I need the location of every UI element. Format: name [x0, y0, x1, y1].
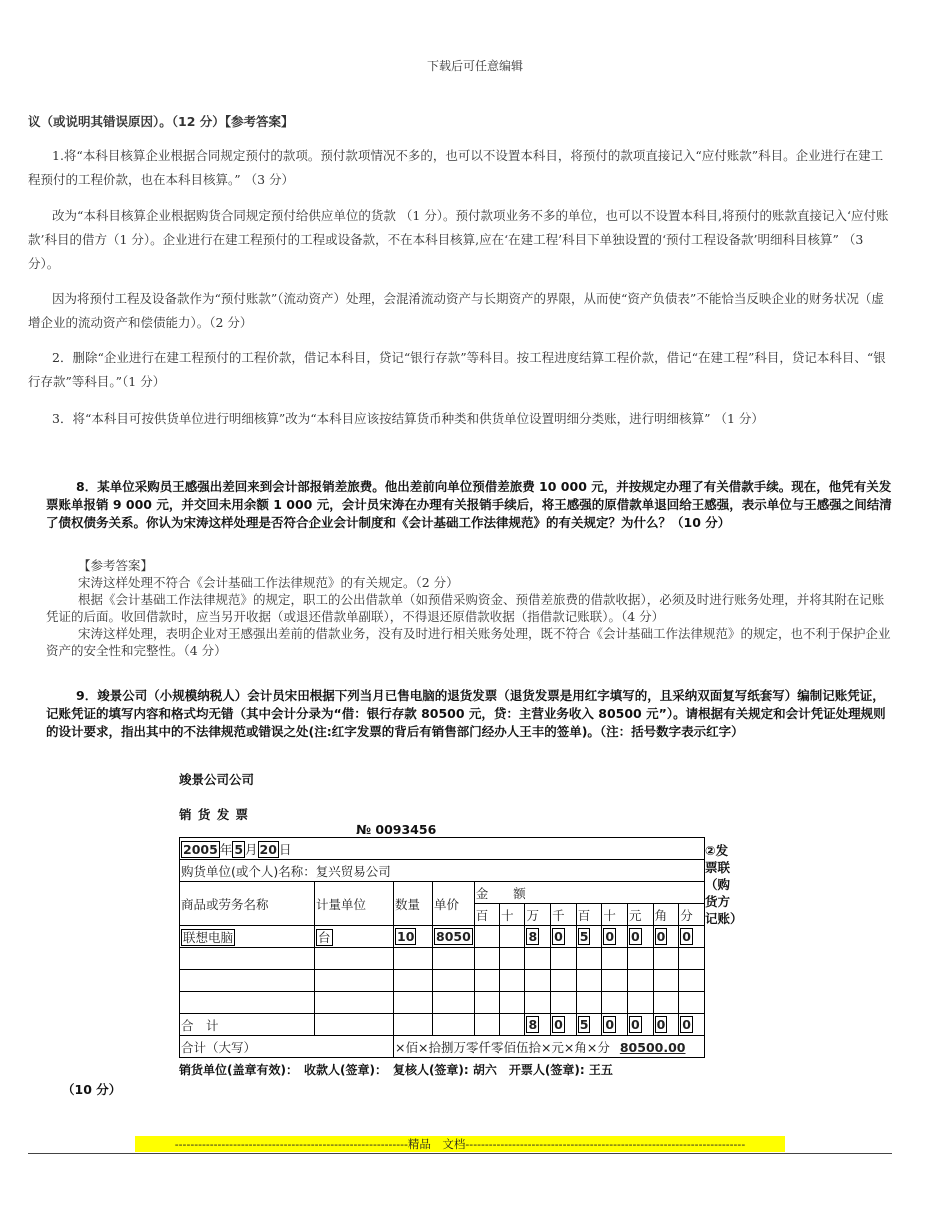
item-digit: [576, 926, 602, 948]
answer1-para-4: 2．删除“企业进行在建工程预付的工程价款，借记本科目，贷记“银行存款”等科目。按工程进度结算工程价款，借记“在建工程”科目，贷记本科目、“银行存款”等科目。”（1 分）: [28, 350, 886, 389]
item-price-cell: [433, 926, 475, 948]
total-digit: [474, 1014, 499, 1036]
caps-label: 合计（大写）: [180, 1036, 394, 1058]
answer1-para-1: 1.将“本科目核算企业根据合同规定预付的款项。预付款项情况不多的，也可以不设置本科目，将预付的款项直接记入“应付账款”科目。企业进行在建工程预付的工程价款，也在本科目核算。” （3 分）: [28, 148, 884, 187]
item-digit: [500, 926, 525, 948]
total-digit: [525, 1014, 551, 1036]
invoice-buyer: 购货单位(或个人)名称：复兴贸易公司: [180, 860, 705, 882]
item-name: 联想电脑: [183, 929, 234, 945]
total-digit: [679, 1014, 705, 1036]
total-digit: [602, 1014, 628, 1036]
total-digit: [653, 1014, 679, 1036]
invoice-date-year: 2005: [183, 841, 218, 857]
item-digit: [679, 926, 705, 948]
q8-answer-3: 宋涛这样处理，表明企业对王感强出差前的借款业务，没有及时进行相关账务处理，既不符合《会计基础工作法律规范》的规定，也不利于保护企业资产的安全性和完整性。（4 分）: [46, 626, 891, 658]
invoice-company: 竣景公司公司: [179, 772, 255, 787]
item-digit-value: 0: [605, 929, 615, 944]
col-header-qty: 数量: [394, 882, 433, 926]
col-header-amount: 金 额: [474, 882, 704, 904]
item-qty: 10: [397, 929, 415, 944]
item-digit: [525, 926, 551, 948]
digit-head: 十: [602, 904, 628, 926]
page-header-note: 下载后可任意编辑: [426, 59, 523, 73]
total-digit: [551, 1014, 577, 1036]
q8-answer-title: 【参考答案】: [78, 558, 154, 573]
item-qty-cell: [394, 926, 433, 948]
invoice-signatures: 销货单位(盖章有效)： 收款人(签章)： 复核人(签章): 胡六 开票人(签章): 王五: [179, 1063, 613, 1077]
invoice-date-month: 5: [234, 841, 244, 857]
total-digit-value: 0: [554, 1017, 563, 1032]
question-9-points: （10 分）: [62, 1082, 122, 1097]
footer-rule: [28, 1153, 892, 1154]
digit-head: 分: [679, 904, 705, 926]
col-header-unit: 计量单位: [315, 882, 394, 926]
q8-answer-2: 根据《会计基础工作法律规范》的规定，职工的公出借款单（如预借采购资金、预借差旅费的借款收据），必须及时进行账务处理，并将其附在记账凭证的后面。收回借款时，应当另开收据（或退还借款单副联），不得退还原借款收据（指借款记账联）。（4 分）: [46, 592, 885, 624]
item-digit-value: 0: [554, 929, 563, 944]
digit-head: 十: [500, 904, 525, 926]
caps-value: ×佰×拾捌万零仟零佰伍拾×元×角×分: [395, 1039, 610, 1055]
item-digit: [474, 926, 499, 948]
item-digit-value: 5: [579, 929, 589, 944]
caps-cell: [394, 1036, 705, 1058]
answer1-para-5: 3．将“本科目可按供货单位进行明细核算”改为“本科目应该按结算货币种类和供货单位设置明细分类账，进行明细核算” （1 分）: [52, 411, 764, 426]
item-unit-cell: [315, 926, 394, 948]
invoice-side-note: ②发票联（购货方记账）: [705, 843, 743, 926]
item-name-cell: [180, 926, 315, 948]
item-price: 8050: [436, 929, 471, 944]
digit-head: 万: [525, 904, 551, 926]
answer1-para-2: 改为“本科目核算企业根据购货合同规定预付给供应单位的货款 （1 分）。预付款项业务不多的单位，也可以不设置本科目,将预付的账款直接记入‘应付账款’科目的借方（1 分）。企业进行在建工程预付的工程或设备款，不在本科目核算,应在‘在建工程’科目下单独设置的‘预付工程设备款’明细科目核算” （3 分）。: [28, 208, 889, 271]
total-digit-value: 0: [630, 1017, 640, 1032]
total-digit-value: 8: [528, 1017, 538, 1032]
digit-head: 元: [627, 904, 653, 926]
col-header-name: 商品或劳务名称: [180, 882, 315, 926]
total-digit-value: 0: [605, 1017, 615, 1032]
q8-answer-1: 宋涛这样处理不符合《会计基础工作法律规范》的有关规定。（2 分）: [78, 575, 459, 590]
invoice-number: № 0093456: [356, 822, 437, 837]
total-digit-value: 5: [579, 1017, 589, 1032]
total-label: 合 计: [180, 1014, 315, 1036]
item-unit: 台: [318, 929, 331, 945]
question-9: 9．竣景公司（小规模纳税人）会计员宋田根据下列当月已售电脑的退货发票（退货发票是用红字填写的，且采纳双面复写纸套写）编制记账凭证，记账凭证的填写内容和格式均无错（其中会计分录为“借：银行存款 80500 元，贷：主营业务收入 80500 元”）。请根据有关规定和会计凭证处理规则的设计要求，指出其中的不法律规范或错误之处(注:红字发票的背后有销售部门经办人王丰的签单)。（注：括号数字表示红字）: [46, 688, 886, 739]
item-digit-value: 0: [656, 929, 666, 944]
digit-head: 千: [551, 904, 577, 926]
total-digit: [500, 1014, 525, 1036]
total-digit-value: 0: [656, 1017, 666, 1032]
digit-head: 百: [474, 904, 499, 926]
invoice-table: [179, 837, 705, 1058]
question-8: 8．某单位采购员王感强出差回来到会计部报销差旅费。他出差前向单位预借差旅费 10 000 元，并按规定办理了有关借款手续。现在，他凭有关发票账单报销 9 000 元，并交回未用余额 1 000 元，会计员宋涛在办理有关报销手续后，将王感强的原借款单退回给王感强，表示单位与王感强之间结清了债权债务关系。你认为宋涛这样处理是否符合企业会计制度和《会计基础工作法律规范》的有关规定？为什么？（10 分）: [46, 479, 892, 530]
invoice-date-day: 20: [259, 841, 277, 857]
empty-row: [180, 992, 705, 1014]
item-digit-value: 0: [682, 929, 691, 944]
item-digit-value: 8: [528, 929, 538, 944]
answer1-para-3: 因为将预付工程及设备款作为“预付账款”（流动资产）处理，会混淆流动资产与长期资产的界限，从而使“资产负债表”不能恰当反映企业的财务状况（虚增企业的流动资产和偿债能力）。（2 分）: [28, 291, 884, 330]
invoice-date-row: [180, 838, 705, 860]
digit-head: 角: [653, 904, 679, 926]
item-digit-value: 0: [630, 929, 640, 944]
total-digit: [576, 1014, 602, 1036]
item-digit: [653, 926, 679, 948]
total-digit-value: 0: [682, 1017, 691, 1032]
invoice-title: 销 货 发 票: [179, 807, 250, 822]
invoice-date-month-suffix: 月: [245, 841, 258, 857]
empty-row: [180, 970, 705, 992]
invoice-date-day-suffix: 日: [278, 841, 292, 857]
total-digit: [627, 1014, 653, 1036]
invoice-date-year-suffix: 年: [219, 841, 233, 857]
empty-row: [180, 948, 705, 970]
caps-amount: 80500.00: [619, 1039, 686, 1055]
item-digit: [602, 926, 628, 948]
digit-head: 百: [576, 904, 602, 926]
item-digit: [551, 926, 577, 948]
item-digit: [627, 926, 653, 948]
intro-line: 议（或说明其错误原因）。（12 分）【参考答案】: [28, 114, 294, 129]
col-header-price: 单价: [433, 882, 475, 926]
footer-bar: ------------------------------------------------------------精品 文档------------------------------------------------------------------------: [135, 1136, 785, 1152]
